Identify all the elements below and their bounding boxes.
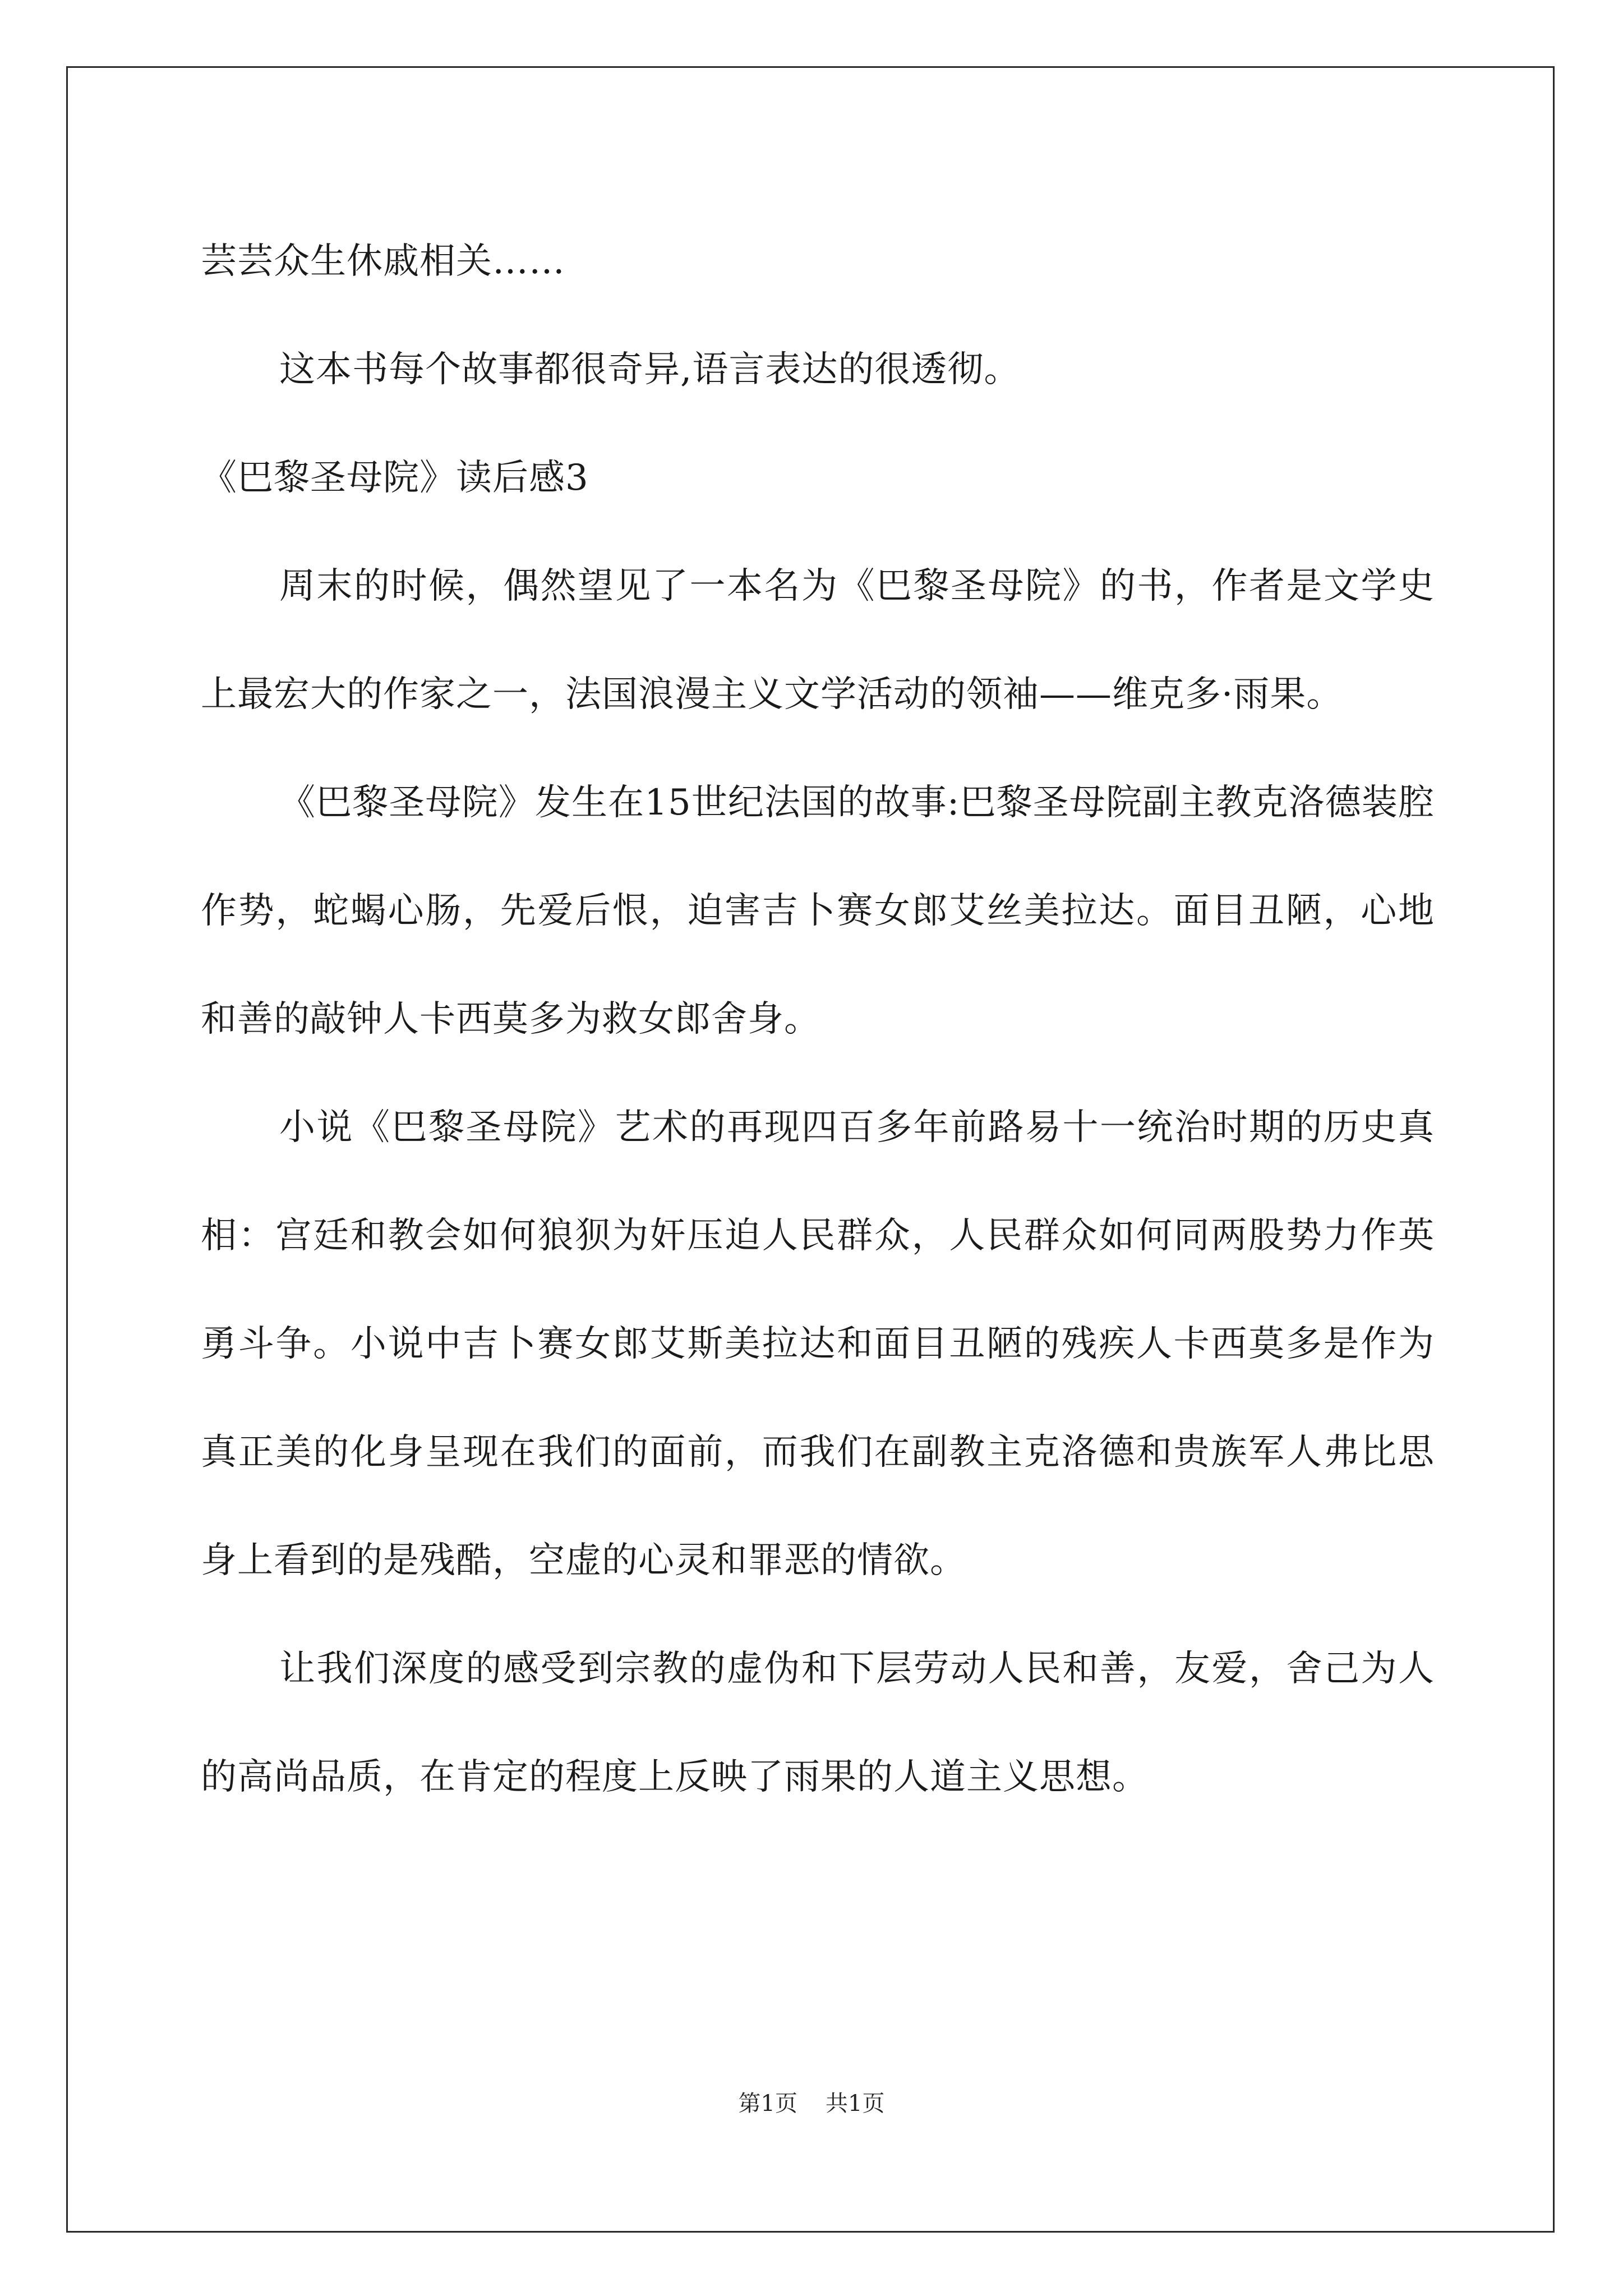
paragraph: 芸芸众生休戚相关…… (201, 241, 565, 282)
section-heading: 《巴黎圣母院》读后感3 (201, 457, 589, 499)
paragraph: 让我们深度的感受到宗教的虚伪和下层劳动人民和善，友爱，舍己为人的高尚品质，在肯定的程度上反映了雨果的人道主义思想。 (201, 1648, 1435, 1798)
document-body (201, 208, 1435, 1832)
page-number-total: 共1页 (826, 2091, 885, 2116)
paragraph: 周末的时候，偶然望见了一本名为《巴黎圣母院》的书，作者是文学史上最宏大的作家之一，法国浪漫主义文学活动的领袖——维克多·雨果。 (201, 565, 1435, 715)
paragraph: 小说《巴黎圣母院》艺术的再现四百多年前路易十一统治时期的历史真相：宫廷和教会如何狼狈为奸压迫人民群众，人民群众如何同两股势力作英勇斗争。小说中吉卜赛女郎艾斯美拉达和面目丑陋的残疾人卡西莫多是作为真正美的化身呈现在我们的面前，而我们在副教主克洛德和贵族军人弗比思身上看到的是残酷，空虚的心灵和罪恶的情欲。 (201, 1107, 1435, 1581)
page-number-current: 第1页 (738, 2091, 797, 2116)
paragraph: 这本书每个故事都很奇异,语言表达的很透彻。 (279, 349, 1021, 390)
paragraph: 《巴黎圣母院》发生在15世纪法国的故事:巴黎圣母院副主教克洛德装腔作势，蛇蝎心肠，先爱后恨，迫害吉卜赛女郎艾丝美拉达。面目丑陋，心地和善的敲钟人卡西莫多为救女郎舍身。 (201, 782, 1435, 1040)
page-footer (0, 2087, 1623, 2120)
